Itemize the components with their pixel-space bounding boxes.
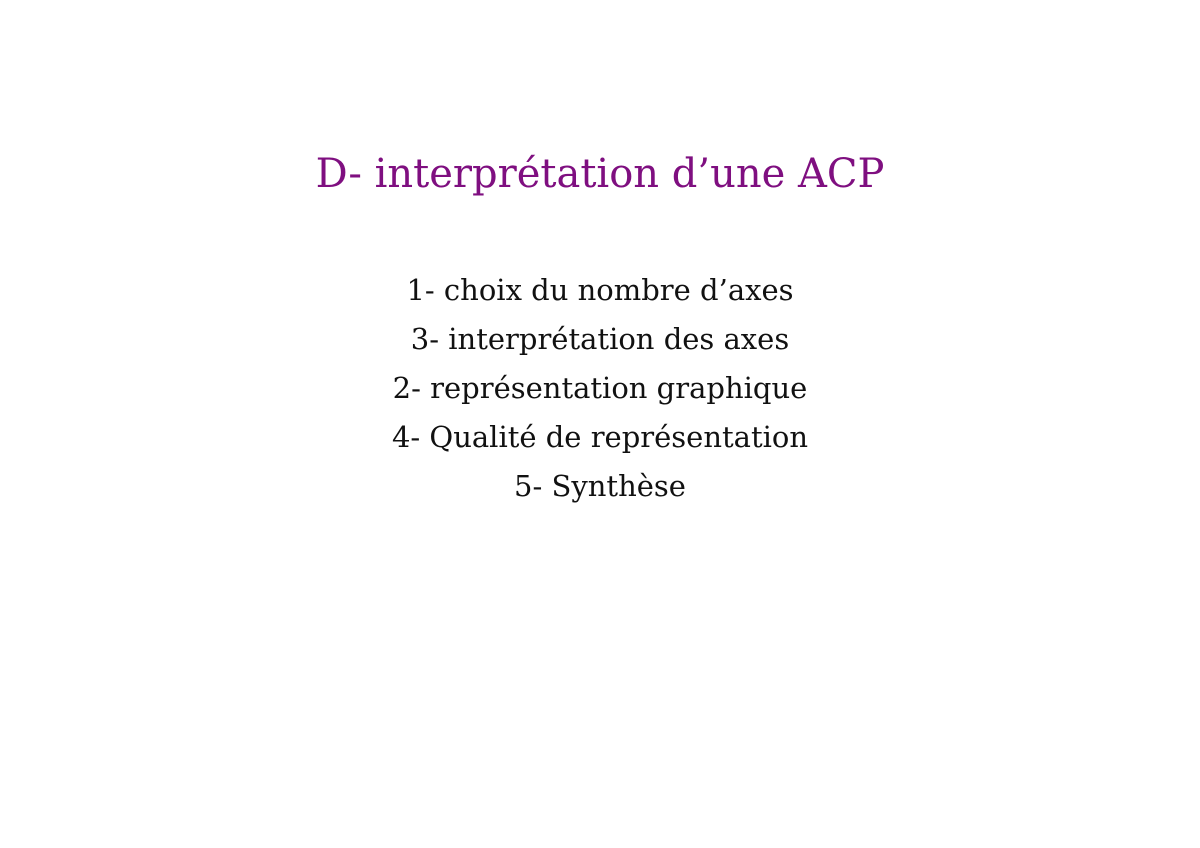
outline-item-3: 2- représentation graphique: [392, 371, 808, 405]
outline-item-5: 5- Synthèse: [514, 469, 686, 503]
outline-item-4: 4- Qualité de représentation: [391, 420, 809, 454]
outline-list: [0, 266, 1200, 511]
outline-item-2: 3- interprétation des axes: [410, 322, 790, 356]
slide-title: D- interprétation d’une ACP: [315, 151, 885, 197]
outline-item-1: 1- choix du nombre d’axes: [406, 273, 794, 307]
